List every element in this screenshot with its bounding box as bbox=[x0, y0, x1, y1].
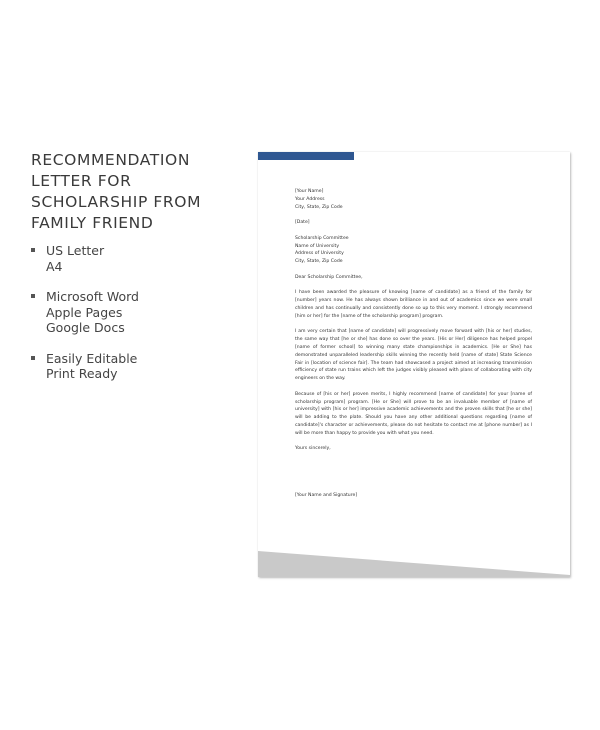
recipient-university: Name of University bbox=[295, 243, 340, 249]
letter-body bbox=[295, 188, 532, 507]
recipient-name: Scholarship Committee bbox=[295, 235, 349, 241]
feature-item-editing bbox=[31, 351, 139, 382]
feature-list bbox=[31, 243, 139, 397]
signature-space bbox=[295, 461, 532, 492]
signature: [Your Name and Signature] bbox=[295, 492, 358, 498]
letter-date: [Date] bbox=[295, 220, 310, 226]
feature-line: Microsoft Word bbox=[46, 289, 139, 304]
salutation: Dear Scholarship Committee, bbox=[295, 274, 363, 280]
closing: Yours sincerely, bbox=[295, 446, 331, 452]
sender-street: Your Address bbox=[295, 196, 325, 202]
paragraph: Because of [his or her] proven merits, I highly recommend [name of candidate] for your [name of scholarship program] program. [He or She] will prove to be an invaluable member of [name of university] with [his or her] impressive academic achievements and the proven skills that [he or she] will be adding to the plate. Should you have any other additional questions regarding [name of candidate]'s character or achievements, please do not hesitate to contact me at [phone number] as I will be more than happy to provide you with what you need. bbox=[295, 391, 532, 436]
feature-line: Print Ready bbox=[46, 366, 118, 381]
letter-preview-paper bbox=[258, 152, 570, 577]
page-title: RECOMMENDATION LETTER FOR SCHOLARSHIP FROM FAMILY FRIEND bbox=[31, 151, 202, 232]
accent-bar bbox=[258, 152, 354, 160]
recipient-city: City, State, Zip Code bbox=[295, 259, 343, 265]
feature-item-apps bbox=[31, 289, 139, 336]
bullet-icon bbox=[31, 248, 35, 252]
feature-line: Apple Pages bbox=[46, 304, 123, 320]
feature-item-formats bbox=[31, 243, 139, 274]
feature-line: Google Docs bbox=[46, 320, 125, 335]
feature-line: A4 bbox=[46, 258, 63, 274]
footer-wedge-shape bbox=[258, 551, 570, 577]
paragraph: I am very certain that [name of candidate] will progressively move forward with [his or her] studies, the same way that [he or she] has done so over the years. [His or Her] diligence has helped propel [name of former school] to winning many state championships in academics. [He or She] has demonstrated unparalleled leadership skills winning the recently held [name of state] State Science Fair in [location of science fair]. The team had showcased a project aimed at increasing transmission efficiency of state run trains which left the judges visibly pleased with plans of collaborating with city engineers on the way. bbox=[295, 329, 532, 382]
recipient-street: Address of University bbox=[295, 251, 344, 257]
sender-city: City, State, Zip Code bbox=[295, 204, 343, 210]
bullet-icon bbox=[31, 356, 35, 360]
feature-line: Easily Editable bbox=[46, 350, 138, 366]
recipient-address bbox=[295, 235, 532, 266]
sender-name: [Your Name] bbox=[295, 189, 324, 194]
feature-line: US Letter bbox=[46, 243, 105, 258]
paragraph: I have been awarded the pleasure of knowing [name of candidate] as a friend of the family for [number] years now. He has always shown brilliance in and out of academics since we were small children and has continually and consistently done so up to this very moment. I strongly recommend [him or her] for the [name of the scholarship program] program. bbox=[295, 290, 532, 319]
sender-address bbox=[295, 188, 532, 211]
bullet-icon bbox=[31, 294, 35, 298]
